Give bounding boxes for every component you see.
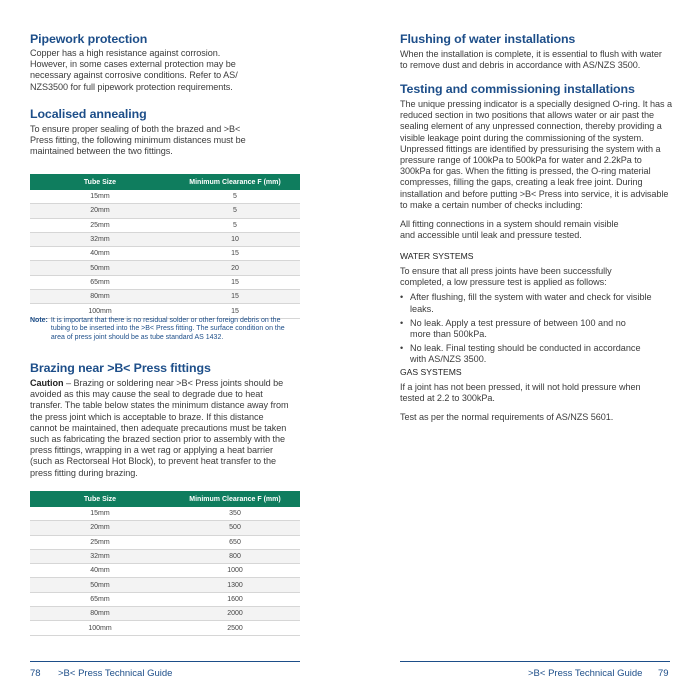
cell-tube-size: 25mm (30, 218, 170, 232)
cell-clearance: 350 (170, 507, 300, 521)
cell-clearance: 500 (170, 521, 300, 535)
cell-tube-size: 20mm (30, 521, 170, 535)
testing-body-2: All fitting connections in a system should remain visible and accessible until leak and pressure tested. (400, 219, 619, 241)
brazing-title: Brazing near >B< Press fittings (30, 361, 211, 375)
table-row (30, 218, 300, 232)
cell-clearance: 15 (170, 290, 300, 304)
table-row (30, 521, 300, 535)
cell-tube-size: 32mm (30, 232, 170, 246)
table-row (30, 564, 300, 578)
cell-clearance: 5 (170, 204, 300, 218)
cell-clearance: 1600 (170, 592, 300, 606)
table-row (30, 549, 300, 563)
pipework-title: Pipework protection (30, 32, 148, 46)
cell-tube-size: 32mm (30, 549, 170, 563)
table-row (30, 621, 300, 635)
bullet-icon: • (400, 292, 404, 303)
cell-clearance: 15 (170, 304, 300, 318)
table-row (30, 535, 300, 549)
cell-tube-size: 65mm (30, 592, 170, 606)
pipework-body: Copper has a high resistance against corrosion. However, in some cases external protection may be necessary against corrosive conditions. Refer to AS/ NZS3500 for full pipework protection requirements. (30, 48, 238, 92)
cell-tube-size: 15mm (30, 190, 170, 204)
cell-clearance: 15 (170, 275, 300, 289)
water-systems-heading: WATER SYSTEMS (400, 251, 474, 261)
cell-clearance: 1000 (170, 564, 300, 578)
cell-tube-size: 100mm (30, 621, 170, 635)
cell-tube-size: 80mm (30, 290, 170, 304)
clearance-table-brazing (30, 491, 302, 636)
note-label: Note: (30, 317, 48, 324)
cell-tube-size: 25mm (30, 535, 170, 549)
footer-rule-left (30, 661, 300, 662)
table-brazing (30, 491, 300, 636)
table-header-tube-size: Tube Size (30, 491, 170, 507)
water-systems-section (400, 251, 672, 369)
cell-clearance: 650 (170, 535, 300, 549)
cell-clearance: 10 (170, 232, 300, 246)
annealing-body: To ensure proper sealing of both the brazed and >B< Press fitting, the following minimum distances must be maintained between the two fittings. (30, 124, 246, 157)
cell-clearance: 20 (170, 261, 300, 275)
pipework-section (30, 32, 302, 93)
gas-systems-body-2: Test as per the normal requirements of AS/NZS 5601. (400, 412, 614, 423)
gas-systems-body: If a joint has not been pressed, it will not hold pressure when tested at 2.2 to 300kPa. (400, 382, 641, 404)
cell-clearance: 2000 (170, 607, 300, 621)
water-systems-intro: To ensure that all press joints have been successfully completed, a low pressure test is applied as follows: (400, 266, 612, 288)
list-item: • No leak. Final testing should be conducted in accordance with AS/NZS 3500. (400, 343, 641, 365)
list-item: • No leak. Apply a test pressure of between 100 and no more than 500kPa. (400, 317, 626, 340)
caution-label: Caution (30, 378, 64, 388)
cell-tube-size: 100mm (30, 304, 170, 318)
table-header-clearance: Minimum Clearance F (mm) (170, 174, 300, 190)
brazing-section (30, 361, 302, 479)
cell-clearance: 15 (170, 247, 300, 261)
annealing-section (30, 107, 302, 158)
brazing-body: – Brazing or soldering near >B< Press joints should be avoided as this may cause the seal to degrade due to heat transfer. The table below states the minimum distance away from the press joint which is acceptable to braze. If this distance cannot be maintained, then adequate precautions must be taken such as fabricating the brazed section prior to assembly with the press fittings, wrapping in a wet rag or applying a heat barrier (such as Rectorseal Hot Block), to prevent heat transfer to the press fitting during brazing. (30, 378, 289, 478)
table-row (30, 247, 300, 261)
table-row (30, 232, 300, 246)
table-row (30, 592, 300, 606)
table-row (30, 275, 300, 289)
cell-tube-size: 50mm (30, 578, 170, 592)
note (30, 317, 302, 342)
table-annealing (30, 174, 300, 319)
clearance-table-annealing (30, 174, 302, 319)
table-header-tube-size: Tube Size (30, 174, 170, 190)
table-row (30, 190, 300, 204)
cell-tube-size: 65mm (30, 275, 170, 289)
cell-clearance: 5 (170, 218, 300, 232)
table-row (30, 607, 300, 621)
table-row (30, 204, 300, 218)
cell-tube-size: 50mm (30, 261, 170, 275)
gas-systems-heading: GAS SYSTEMS (400, 367, 462, 377)
cell-clearance: 5 (170, 190, 300, 204)
cell-tube-size: 80mm (30, 607, 170, 621)
page-number-right: 79 (658, 668, 669, 679)
gas-systems-section (400, 367, 672, 424)
note-text: It is important that there is no residual solder or other foreign debris on the tubing to be inserted into the >B< Press fitting. The surface condition on the area of press joint should be as tube standard AS 1432. (50, 317, 285, 341)
table-row (30, 261, 300, 275)
footer-title-right: >B< Press Technical Guide (528, 668, 643, 679)
table-row (30, 578, 300, 592)
table-row (30, 507, 300, 521)
flushing-title: Flushing of water installations (400, 32, 576, 46)
bullet-icon: • (400, 317, 404, 328)
testing-body: The unique pressing indicator is a specially designed O-ring. It has a reduced section in two positions that allows water or air past the sealing element of any unpressed connection, thereby providing a visible leakage point during the commissioning of the system. Unpressed fittings are identified by pressurising the system with a pressure range of 100kPa to 500kPa for water and 2.2kPa to 300kPa for gas. When the fitting is pressed, the O-ring material compresses, filling the gaps, creating a leak free joint. During installation and before putting >B< Press into service, it is advisable to make a certain number of checks including: (400, 99, 672, 210)
annealing-title: Localised annealing (30, 107, 147, 121)
flushing-section (400, 32, 672, 71)
cell-clearance: 1300 (170, 578, 300, 592)
cell-tube-size: 15mm (30, 507, 170, 521)
cell-tube-size: 20mm (30, 204, 170, 218)
water-systems-list (400, 292, 672, 365)
page-number-left: 78 (30, 668, 41, 679)
footer-rule-right (400, 661, 670, 662)
bullet-icon: • (400, 343, 404, 354)
testing-section (400, 82, 672, 241)
footer-title-left: >B< Press Technical Guide (58, 668, 173, 679)
flushing-body: When the installation is complete, it is essential to flush with water to remove dust and debris in accordance with AS/NZS 3500. (400, 49, 662, 71)
table-header-clearance: Minimum Clearance F (mm) (170, 491, 300, 507)
cell-clearance: 2500 (170, 621, 300, 635)
testing-title: Testing and commissioning installations (400, 82, 635, 96)
cell-tube-size: 40mm (30, 247, 170, 261)
list-item: • After flushing, fill the system with water and check for visible leaks. (400, 292, 652, 314)
cell-clearance: 800 (170, 549, 300, 563)
table-row (30, 290, 300, 304)
cell-tube-size: 40mm (30, 564, 170, 578)
